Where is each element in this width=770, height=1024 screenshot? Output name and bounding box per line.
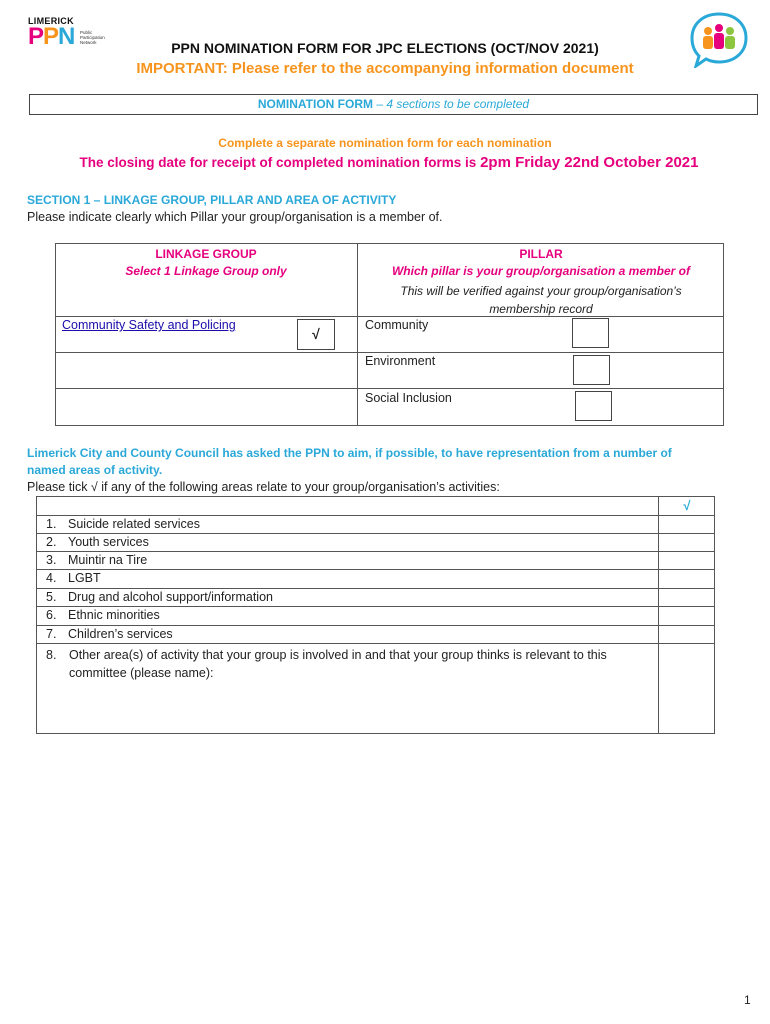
linkage-group-header: LINKAGE GROUP — [155, 247, 257, 261]
logo-subtitle: Public Participation Network — [80, 30, 105, 45]
representation-note-line-1: Limerick City and County Council has asked the PPN to aim, if possible, to have representation from a number of — [27, 446, 672, 460]
pillar-community-checkbox[interactable] — [572, 318, 609, 348]
linkage-group-checkbox[interactable]: √ — [297, 319, 335, 350]
pillar-social-inclusion-label: Social Inclusion — [365, 391, 452, 405]
logo-limerick-text: LIMERICK — [28, 16, 74, 26]
list-item[interactable]: 6. Ethnic minorities — [46, 608, 160, 622]
nomination-form-banner: NOMINATION FORM – 4 sections to be completed — [29, 94, 758, 115]
table-divider — [36, 643, 715, 644]
closing-date-note: The closing date for receipt of completed nomination forms is 2pm Friday 22nd October 2021 — [79, 154, 699, 171]
pillar-environment-checkbox[interactable] — [573, 355, 610, 385]
form-title: PPN NOMINATION FORM FOR JPC ELECTIONS (OCT/NOV 2021) — [171, 40, 599, 56]
separate-form-note: Complete a separate nomination form for each nomination — [218, 136, 552, 150]
pillar-community-label: Community — [365, 318, 429, 332]
pillar-verification-note: This will be verified against your group/organisation’s membership record — [400, 284, 682, 316]
table-divider — [36, 569, 715, 570]
list-item[interactable]: 7. Children’s services — [46, 627, 173, 641]
pillar-social-inclusion-checkbox[interactable] — [575, 391, 612, 421]
page-number: 1 — [744, 993, 751, 1007]
table-divider — [36, 625, 715, 626]
linkage-group-link[interactable]: Community Safety and Policing — [62, 318, 236, 332]
list-item[interactable]: 2. Youth services — [46, 535, 149, 549]
list-item[interactable]: 3. Muintir na Tire — [46, 553, 148, 567]
table-divider — [36, 533, 715, 534]
representation-note-line-2: named areas of activity. — [27, 463, 163, 477]
logo-ppn-letters: PPN — [28, 23, 75, 50]
linkage-group-subheader: Select 1 Linkage Group only — [125, 264, 287, 278]
pillar-header: PILLAR — [519, 247, 563, 261]
closing-date: 2pm Friday 22nd October 2021 — [480, 154, 699, 171]
tick-instruction: Please tick √ if any of the following areas relate to your group/organisation’s activities: — [27, 480, 500, 494]
list-item[interactable]: 1. Suicide related services — [46, 517, 201, 531]
tick-column-header: √ — [683, 498, 691, 513]
table-divider — [55, 388, 724, 389]
pillar-subheader: Which pillar is your group/organisation a member of — [391, 264, 691, 278]
table-divider — [36, 515, 715, 516]
table-divider — [36, 588, 715, 589]
list-item[interactable]: 5. Drug and alcohol support/information — [46, 590, 273, 604]
table-divider — [36, 606, 715, 607]
section-1-instruction: Please indicate clearly which Pillar your group/organisation is a member of. — [27, 210, 443, 224]
table-divider — [55, 352, 724, 353]
section-1-heading: SECTION 1 – LINKAGE GROUP, PILLAR AND AREA OF ACTIVITY — [27, 193, 397, 207]
list-item[interactable]: 4. LGBT — [46, 571, 101, 585]
pillar-environment-label: Environment — [365, 354, 436, 368]
important-notice: IMPORTANT: Please refer to the accompanying information document — [136, 60, 634, 77]
table-divider — [36, 551, 715, 552]
table-divider — [658, 496, 659, 734]
